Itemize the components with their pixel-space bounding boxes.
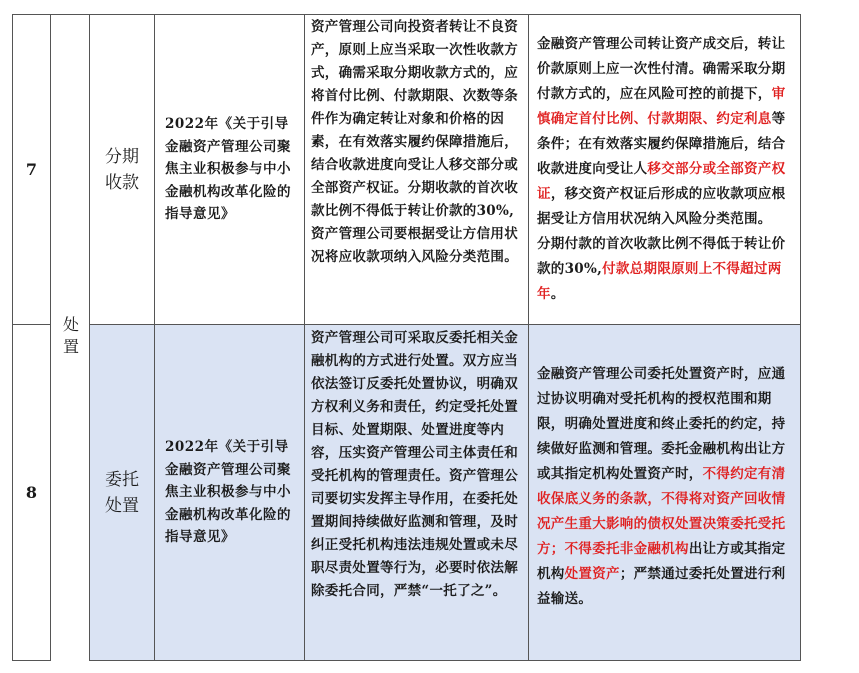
highlighted-text: 付款总期限原则上不得超过两年 — [537, 261, 782, 302]
category-line: 处置 — [105, 495, 139, 516]
text-span: 出让方或其指定机构 — [537, 541, 786, 582]
category-line: 收款 — [105, 172, 139, 193]
row-8-new-rule — [528, 324, 801, 661]
text-span: 等条件；在有效落实履约保障措施后，结合收款进度向受让人 — [537, 111, 786, 177]
row-7-number — [12, 14, 50, 324]
group-cell-disposal — [50, 14, 89, 661]
group-label: 处置 — [60, 316, 80, 360]
new-rule-text — [537, 362, 794, 612]
text-span: 分期付款的首次收款比例不得低于转让价款的30%, — [537, 236, 786, 277]
text-span: 金融资产管理公司转让资产成交后，转让价款原则上应一次性付清。确需采取分期付款方式的，应在风险可控的前提下， — [537, 36, 786, 102]
old-rule-text: 资产管理公司向投资者转让不良资产，原则上应当采取一次性收款方式，确需采取分期收款方式的，应将首付比例、付款期限、次数等条件作为确定转让对象和价格的因素，在有效落实履约保障措施后，结合收款进度向受让人移交部分或全部资产权证。分期收款的首次收款比例不得低于转让价款的30%,资产管理公司要根据受让方信用状况将应收款项纳入风险分类范围。 — [311, 19, 518, 265]
text-span: ，移交资产权证后形成的应收款项应根据受让方信用状况纳入风险分类范围。 — [537, 186, 786, 227]
highlighted-text: 处置资产 — [564, 566, 620, 582]
row-8-source-document — [154, 324, 304, 661]
text-span: 金融资产管理公司委托处置资产时，应通过协议明确对受托机构的授权范围和期限，明确处置进度和终止委托的约定，持续做好监测和管理。委托金融机构出让方或其指定机构处置资产时， — [537, 366, 786, 482]
highlighted-text: 审慎确定首付比例、付款期限、约定利息 — [537, 86, 786, 127]
row-7-old-rule — [304, 14, 528, 324]
category-line: 委托 — [105, 469, 139, 490]
highlighted-text: 不得约定有清收保底义务的条款，不得将对资产回收情况产生重大影响的债权处置决策委托受托方；不得委托非金融机构 — [537, 466, 786, 557]
highlighted-text: 移交部分或全部资产权证 — [537, 161, 786, 202]
row-8-number — [12, 324, 50, 661]
row-number: 7 — [25, 160, 38, 179]
row-8-category — [89, 324, 154, 661]
row-7-source-document — [154, 14, 304, 324]
row-7-category — [89, 14, 154, 324]
row-number: 8 — [25, 483, 38, 502]
text-span: ；严禁通过委托处置进行利益输送。 — [537, 566, 786, 607]
row-7-new-rule — [528, 14, 801, 324]
regulation-comparison-table — [12, 14, 801, 661]
old-rule-text: 资产管理公司可采取反委托相关金融机构的方式进行处置。双方应当依法签订反委托处置协议，明确双方权利义务和责任，约定受托处置目标、处置期限、处置进度等内容，压实资产管理公司主体责任和受托机构的管理责任。资产管理公司要切实发挥主导作用，在委托处置期间持续做好监测和管理，及时纠正受托机构违法违规处置或未尽职尽责处置等行为，必要时依法解除委托合同，严禁“一托了之”。 — [311, 330, 518, 599]
text-span: 。 — [550, 286, 565, 302]
row-8-old-rule — [304, 324, 528, 661]
document-title: 2022年《关于引导金融资产管理公司聚焦主业积极参与中小金融机构改革化险的指导意见》 — [165, 439, 291, 546]
category-line: 分期 — [105, 146, 139, 167]
document-title: 2022年《关于引导金融资产管理公司聚焦主业积极参与中小金融机构改革化险的指导意见》 — [165, 116, 291, 223]
new-rule-text — [537, 32, 794, 307]
